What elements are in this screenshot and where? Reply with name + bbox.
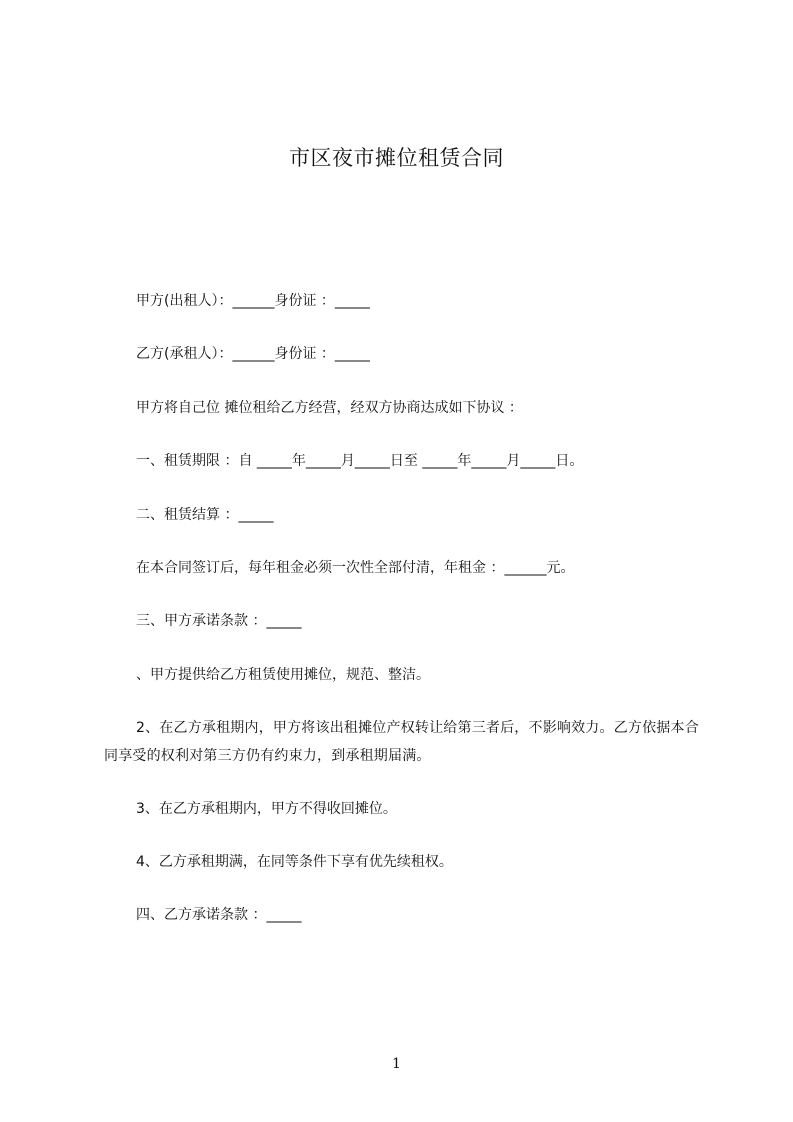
party-b-line: 乙方(承租人）：______身份证 ：_____ (136, 346, 370, 362)
document-title: 市区夜市摊位租赁合同 (289, 146, 504, 170)
clause-rent-settlement: 二、租赁结算 ：_____ (136, 507, 274, 523)
party-a-line: 甲方(出租人）：______身份证 ：_____ (136, 293, 370, 309)
rent-payment-text: 在本合同签订后，每年租金必须一次性全部付清，年租金 ：______元。 (136, 560, 575, 576)
party-a-commitment-4: 4、乙方承租期满，在同等条件下享有优先续租权。 (136, 854, 453, 870)
page-number: 1 (392, 1056, 401, 1072)
party-a-commitment-3: 3、在乙方承租期内，甲方不得收回摊位。 (136, 801, 397, 817)
clause-party-a-commitments: 三、甲方承诺条款 ：_____ (136, 613, 302, 629)
clause-lease-term: 一、租赁期限 ：自 _____年_____月_____日至 _____年_____月_____日。 (136, 453, 584, 469)
party-a-commitment-1: 、甲方提供给乙方租赁使用摊位，规范、整洁。 (136, 667, 430, 683)
clause-party-b-commitments: 四、乙方承诺条款 ：_____ (136, 907, 302, 923)
agreement-intro: 甲方将自己位 摊位租给乙方经营，经双方协商达成如下协议 ： (136, 400, 523, 416)
party-a-commitment-2: 2、在乙方承租期内，甲方将该出租摊位产权转让给第三者后，不影响效力。乙方依据本合同享受的权利对第三方仍有约束力，到承租期届满。 (104, 720, 699, 764)
